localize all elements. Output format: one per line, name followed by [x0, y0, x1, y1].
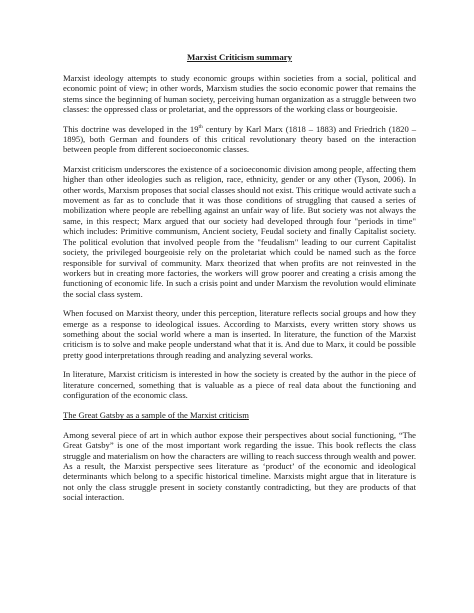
section-heading-gatsby: The Great Gatsby as a sample of the Marxist criticism	[63, 410, 249, 421]
paragraph-society: In literature, Marxist criticism is interested in how the society is created by the author in the piece of literature concerned, something that is valuable as a piece of real data about the functioning and configuration of the economic class.	[63, 369, 416, 400]
ordinal-superscript: th	[198, 123, 203, 130]
paragraph-gatsby: Among several piece of art in which author expose their perspectives about social functioning, “The Great Gatsby” is one of the most important work regarding the issue. This book reflects the class struggle and materialism on how the characters are willing to reach success through wealth and power. As a result, the Marxist perspective sees literature as ‘product’ of the economic and ideological determinants which belong to a specific historical timeline. Marxists might argue that in literature is not only the class struggle present in society constantly contradicting, but they are products of that social interaction.	[63, 429, 416, 503]
paragraph-criticism: Marxist criticism underscores the existence of a socioeconomic division among people, affecting them higher than other ideologies such as religion, race, ethnicity, gender or any other (Tyson, 2006). In other words, Marxism proposes that social classes should not exist. This critique would activate such a movement as far as to conclude that it was those conditions of struggling that caused a series of mobilization where people are rebelling against an unfair way of life. But society was not always the same, in this respect; Marx argued that our society had developed through four "periods in time" which includes: Primitive communism, Ancient society, Feudal society and finally Capitalist society. The political evolution that involved people from the "feudalism" leading to our current Capitalist society, the privileged bourgeoisie rely on the proletariat which could be named such as the force responsible for survival of community. Marx theorized that when profits are not reinvested in the workers but in creating more factories, the workers will grow poorer and creating a crisis among the functioning of economic life. In such a crisis point and under Marxism the revolution would eliminate the social class system.	[63, 163, 416, 299]
paragraph-history-text-a: This doctrine was developed in the 19	[63, 123, 199, 134]
paragraph-history	[63, 124, 416, 155]
paragraph-literature: When focused on Marxist theory, under this perception, literature reflects social groups and how they emerge as a response to ideological issues. According to Marxists, every written story shows us something about the social world where a man is inserted. In literature, the function of the Marxist criticism is to solve and make people understand what that it is. And due to Marx, it could be possible pretty good interpretations through reading and analyzing several works.	[63, 308, 416, 360]
paragraph-intro: Marxist ideology attempts to study economic groups within societies from a social, political and economic point of view; in other words, Marxism studies the socio economic power that remains the stems since the beginning of human society, perceiving human organization as a struggle between two classes: the oppressed class or proletariat, and the oppressors of the working class or bourgeoisie.	[63, 73, 416, 115]
document-title: Marxist Criticism summary	[186, 52, 293, 62]
paragraph-history-text-b: century by Karl Marx (1818 – 1883) and Friedrich (1820 – 1895), both German and founders of this critical revolutionary theory based on the interaction between people from different socioeconomic classes.	[63, 123, 416, 155]
document-page	[63, 52, 416, 512]
